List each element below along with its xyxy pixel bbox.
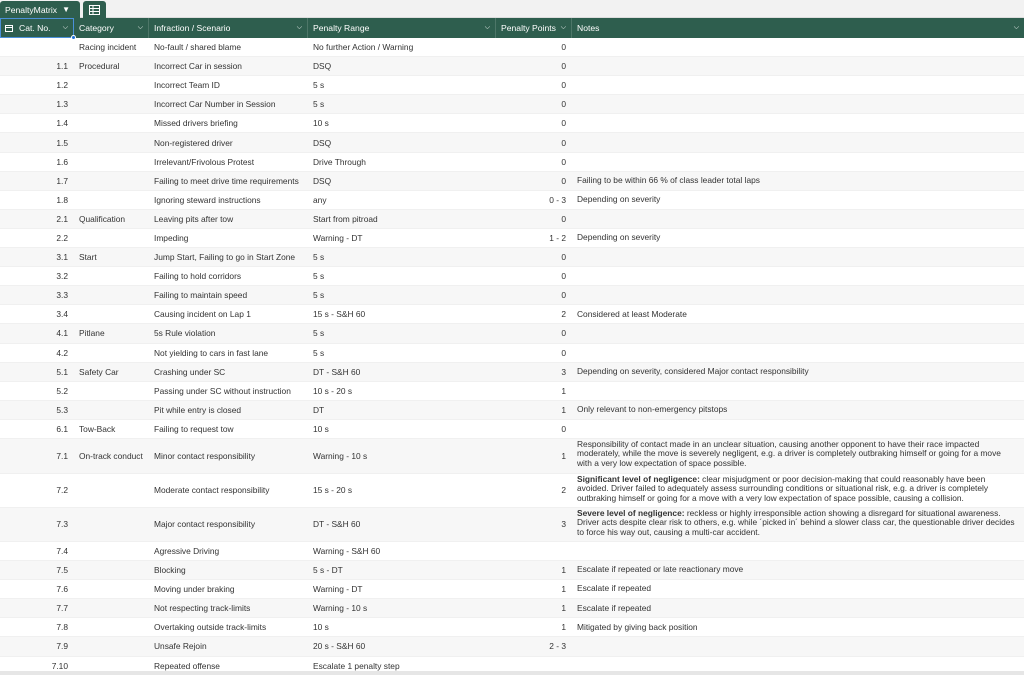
infraction-cell[interactable]: Passing under SC without instruction bbox=[154, 385, 291, 396]
cat-no-cell[interactable]: 7.1 bbox=[56, 450, 68, 461]
notes-text: Considered at least Moderate bbox=[577, 308, 687, 319]
notes-cell[interactable] bbox=[577, 618, 1017, 636]
cat-no-cell[interactable]: 5.1 bbox=[56, 366, 68, 377]
table-row[interactable] bbox=[0, 637, 1024, 656]
notes-cell[interactable] bbox=[577, 382, 1017, 400]
penalty-points-cell[interactable]: 1 bbox=[561, 404, 566, 415]
notes-cell[interactable] bbox=[577, 210, 1017, 228]
table-body bbox=[0, 38, 1024, 675]
notes-cell[interactable] bbox=[577, 561, 1017, 579]
penalty-range-cell[interactable]: Drive Through bbox=[313, 156, 366, 167]
column-header-label: Penalty Range bbox=[313, 23, 370, 33]
cat-no-cell[interactable]: 1.2 bbox=[56, 80, 68, 91]
column-header-penalty-points[interactable] bbox=[496, 18, 572, 38]
penalty-range-cell[interactable]: DT - S&H 60 bbox=[313, 519, 361, 530]
infraction-cell[interactable]: Agressive Driving bbox=[154, 546, 220, 557]
cat-no-cell[interactable]: 1.3 bbox=[56, 99, 68, 110]
penalty-points-cell[interactable]: 0 bbox=[561, 328, 566, 339]
notes-cell[interactable] bbox=[577, 580, 1017, 598]
chevron-down-icon[interactable]: ⌵ bbox=[484, 24, 490, 31]
penalty-points-cell[interactable] bbox=[490, 542, 566, 560]
category-cell[interactable]: Racing incident bbox=[79, 42, 137, 53]
category-cell[interactable]: Tow-Back bbox=[79, 423, 116, 434]
penalty-points-cell[interactable]: 1 bbox=[561, 450, 566, 461]
table-row[interactable] bbox=[0, 38, 1024, 57]
penalty-range-cell[interactable]: Warning - DT bbox=[313, 232, 363, 243]
category-cell[interactable]: Start bbox=[79, 252, 97, 263]
calendar-icon bbox=[5, 24, 13, 32]
infraction-cell[interactable]: Blocking bbox=[154, 565, 186, 576]
infraction-cell[interactable]: Incorrect Team ID bbox=[154, 80, 220, 91]
infraction-cell[interactable]: Incorrect Car Number in Session bbox=[154, 99, 276, 110]
column-header-label: Penalty Points bbox=[501, 23, 556, 33]
table-row[interactable] bbox=[0, 420, 1024, 439]
penalty-points-cell[interactable]: 0 bbox=[561, 213, 566, 224]
infraction-cell[interactable]: Crashing under SC bbox=[154, 366, 226, 377]
cat-no-cell[interactable]: 1.7 bbox=[56, 175, 68, 186]
sheet-tab-bar bbox=[0, 0, 1024, 18]
category-cell[interactable]: Qualification bbox=[79, 213, 126, 224]
penalty-range-cell[interactable]: 5 s bbox=[313, 99, 325, 110]
chevron-down-icon[interactable]: ⌵ bbox=[296, 24, 302, 31]
infraction-cell[interactable]: Failing to request tow bbox=[154, 423, 234, 434]
penalty-points-cell[interactable]: 0 bbox=[561, 137, 566, 148]
cat-no-cell[interactable]: 7.9 bbox=[56, 641, 68, 652]
penalty-range-cell[interactable]: Warning - 10 s bbox=[313, 450, 368, 461]
penalty-range-cell[interactable]: 15 s - S&H 60 bbox=[313, 309, 366, 320]
infraction-cell[interactable]: Failing to meet drive time requirements bbox=[154, 175, 299, 186]
add-sheet-button[interactable] bbox=[83, 1, 106, 18]
penalty-points-cell[interactable]: 0 bbox=[561, 80, 566, 91]
sheet-tab-label: PenaltyMatrix bbox=[5, 4, 58, 15]
cat-no-cell[interactable]: 7.6 bbox=[56, 584, 68, 595]
column-header-label: Cat. No. bbox=[19, 23, 51, 33]
penalty-range-cell[interactable]: 5 s bbox=[313, 80, 325, 91]
cat-no-cell[interactable]: 1.4 bbox=[56, 118, 68, 129]
notes-cell[interactable] bbox=[577, 542, 1017, 560]
notes-cell[interactable] bbox=[577, 267, 1017, 285]
penalty-points-cell[interactable]: 0 bbox=[561, 61, 566, 72]
infraction-cell[interactable]: Jump Start, Failing to go in Start Zone bbox=[154, 252, 296, 263]
table-row[interactable] bbox=[0, 57, 1024, 76]
penalty-range-cell[interactable]: any bbox=[313, 194, 327, 205]
penalty-points-cell[interactable]: 1 bbox=[561, 385, 566, 396]
infraction-cell[interactable]: Ignoring steward instructions bbox=[154, 194, 261, 205]
penalty-points-cell[interactable]: 1 bbox=[561, 603, 566, 614]
penalty-points-cell[interactable]: 0 bbox=[561, 252, 566, 263]
notes-text: Depending on severity bbox=[577, 194, 661, 205]
notes-cell[interactable] bbox=[577, 95, 1017, 113]
infraction-cell[interactable]: Impeding bbox=[154, 232, 189, 243]
infraction-cell[interactable]: Leaving pits after tow bbox=[154, 213, 234, 224]
infraction-cell[interactable]: Repeated offense bbox=[154, 660, 220, 671]
horizontal-scrollbar[interactable] bbox=[0, 671, 1024, 675]
penalty-range-cell[interactable]: Warning - 10 s bbox=[313, 603, 368, 614]
notes-text: reckless or highly irresponsible action showing a disregard for situational awareness. Driver acts despite clear risk to others, e.g. while ´picked in´ behind a slower class car, the questionable driver decides to force his way out, causing a multi-car accident. bbox=[577, 507, 1015, 537]
penalty-range-cell[interactable]: DSQ bbox=[313, 61, 332, 72]
table-row[interactable] bbox=[0, 248, 1024, 267]
penalty-range-cell[interactable]: 10 s bbox=[313, 423, 329, 434]
notes-text: Mitigated by giving back position bbox=[577, 621, 698, 632]
notes-cell[interactable] bbox=[577, 363, 1017, 381]
category-cell[interactable]: On-track conduct bbox=[79, 450, 143, 461]
cat-no-cell[interactable]: 1.5 bbox=[56, 137, 68, 148]
notes-text: Escalate if repeated bbox=[577, 602, 652, 613]
cat-no-cell[interactable]: 7.5 bbox=[56, 565, 68, 576]
table-row[interactable] bbox=[0, 153, 1024, 172]
penalty-range-cell[interactable]: 20 s - S&H 60 bbox=[313, 641, 366, 652]
table-row[interactable] bbox=[0, 95, 1024, 114]
infraction-cell[interactable]: No-fault / shared blame bbox=[154, 42, 242, 53]
penalty-points-cell[interactable]: 0 bbox=[561, 290, 566, 301]
cat-no-cell[interactable]: 1.6 bbox=[56, 156, 68, 167]
column-header-notes[interactable] bbox=[572, 18, 1024, 38]
cat-no-cell[interactable]: 1.1 bbox=[56, 61, 68, 72]
notes-cell[interactable] bbox=[577, 286, 1017, 304]
table-row[interactable] bbox=[0, 439, 1024, 474]
notes-cell[interactable] bbox=[577, 172, 1017, 190]
table-row[interactable] bbox=[0, 229, 1024, 248]
cat-no-cell[interactable]: 3.3 bbox=[56, 290, 68, 301]
sheet-tab-penaltymatrix[interactable] bbox=[0, 1, 80, 18]
penalty-range-cell[interactable]: Escalate 1 penalty step bbox=[313, 660, 400, 671]
cat-no-cell[interactable]: 3.2 bbox=[56, 271, 68, 282]
notes-cell[interactable] bbox=[577, 153, 1017, 171]
cat-no-cell[interactable]: 7.2 bbox=[56, 485, 68, 496]
penalty-range-cell[interactable]: 5 s bbox=[313, 290, 325, 301]
table-row[interactable] bbox=[0, 210, 1024, 229]
notes-text: Escalate if repeated bbox=[577, 583, 652, 594]
notes-cell[interactable] bbox=[577, 133, 1017, 151]
chevron-down-icon[interactable]: ⌵ bbox=[1013, 24, 1019, 31]
cat-no-cell[interactable]: 6.1 bbox=[56, 423, 68, 434]
penalty-points-cell[interactable]: 0 bbox=[561, 423, 566, 434]
penalty-range-cell[interactable]: 10 s - 20 s bbox=[313, 385, 353, 396]
infraction-cell[interactable]: Failing to hold corridors bbox=[154, 271, 242, 282]
column-header-label: Infraction / Scenario bbox=[154, 23, 231, 33]
notes-text: Depending on severity, considered Major contact responsibility bbox=[577, 365, 809, 376]
table-header bbox=[0, 18, 1024, 38]
penalty-points-cell[interactable]: 2 bbox=[561, 485, 566, 496]
penalty-range-cell[interactable]: 5 s bbox=[313, 271, 325, 282]
table-row[interactable] bbox=[0, 508, 1024, 542]
table-row[interactable] bbox=[0, 599, 1024, 618]
cat-no-cell[interactable]: 7.3 bbox=[56, 519, 68, 530]
infraction-cell[interactable]: Moderate contact responsibility bbox=[154, 485, 270, 496]
notes-cell[interactable] bbox=[577, 344, 1017, 362]
table-row[interactable] bbox=[0, 191, 1024, 210]
penalty-range-cell[interactable]: DSQ bbox=[313, 137, 332, 148]
penalty-points-cell[interactable]: 2 bbox=[561, 309, 566, 320]
cat-no-cell[interactable]: 2.1 bbox=[56, 213, 68, 224]
table-row[interactable] bbox=[0, 172, 1024, 191]
table-row[interactable] bbox=[0, 542, 1024, 561]
infraction-cell[interactable]: Moving under braking bbox=[154, 584, 235, 595]
column-header-label: Notes bbox=[577, 23, 600, 33]
penalty-points-cell[interactable]: 1 - 2 bbox=[549, 232, 566, 243]
penalty-points-cell[interactable]: 0 bbox=[561, 347, 566, 358]
table-icon bbox=[89, 5, 100, 15]
infraction-cell[interactable]: Major contact responsibility bbox=[154, 519, 256, 530]
cat-no-cell[interactable]: 1.8 bbox=[56, 194, 68, 205]
cat-no-cell[interactable]: 3.4 bbox=[56, 309, 68, 320]
notes-emphasis: Severe level of negligence: bbox=[577, 507, 685, 518]
notes-cell[interactable] bbox=[577, 420, 1017, 438]
notes-cell[interactable] bbox=[577, 76, 1017, 94]
penalty-points-cell[interactable]: 1 bbox=[561, 565, 566, 576]
penalty-range-cell[interactable]: 15 s - 20 s bbox=[313, 485, 353, 496]
table-row[interactable] bbox=[0, 305, 1024, 324]
table-row[interactable] bbox=[0, 133, 1024, 152]
notes-cell[interactable] bbox=[577, 508, 1017, 541]
infraction-cell[interactable]: Overtaking outside track-limits bbox=[154, 622, 267, 633]
table-row[interactable] bbox=[0, 76, 1024, 95]
notes-cell[interactable] bbox=[577, 38, 1017, 56]
column-header-category[interactable] bbox=[74, 18, 149, 38]
notes-cell[interactable] bbox=[577, 637, 1017, 655]
cat-no-cell[interactable]: 7.7 bbox=[56, 603, 68, 614]
table-row[interactable] bbox=[0, 401, 1024, 420]
penalty-range-cell[interactable]: 10 s bbox=[313, 622, 329, 633]
column-header-cat-no[interactable] bbox=[0, 18, 74, 38]
cat-no-cell[interactable]: 7.4 bbox=[56, 546, 68, 557]
penalty-points-cell[interactable]: 0 bbox=[561, 271, 566, 282]
notes-text: clear misjudgment or poor decision-making that could reasonably have been avoided. Driver failed to adequately assess surrounding conditions or situational risk, e.g. a driver is completely outbraking himself or going for a move with a very low expectation of space possible, causing a collision. bbox=[577, 473, 989, 503]
cat-no-cell[interactable]: 5.2 bbox=[56, 385, 68, 396]
column-header-label: Category bbox=[79, 23, 114, 33]
infraction-cell[interactable]: 5s Rule violation bbox=[154, 328, 216, 339]
infraction-cell[interactable]: Incorrect Car in session bbox=[154, 61, 242, 72]
table-row[interactable] bbox=[0, 363, 1024, 382]
penalty-range-cell[interactable]: Warning - DT bbox=[313, 584, 363, 595]
penalty-range-cell[interactable]: DT - S&H 60 bbox=[313, 366, 361, 377]
category-cell[interactable]: Pitlane bbox=[79, 328, 105, 339]
penalty-points-cell[interactable]: 2 - 3 bbox=[549, 641, 566, 652]
notes-cell[interactable] bbox=[577, 474, 1017, 507]
cat-no-cell[interactable]: 2.2 bbox=[56, 232, 68, 243]
infraction-cell[interactable]: Failing to maintain speed bbox=[154, 290, 248, 301]
penalty-range-cell[interactable]: Warning - S&H 60 bbox=[313, 546, 381, 557]
cat-no-cell[interactable]: 3.1 bbox=[56, 252, 68, 263]
penalty-range-cell[interactable]: 5 s bbox=[313, 328, 325, 339]
infraction-cell[interactable]: Non-registered driver bbox=[154, 137, 233, 148]
cat-no-cell[interactable]: 4.2 bbox=[56, 347, 68, 358]
chevron-down-icon[interactable]: ⌵ bbox=[62, 24, 68, 31]
penalty-range-cell[interactable]: DSQ bbox=[313, 175, 332, 186]
penalty-points-cell[interactable]: 0 - 3 bbox=[549, 194, 566, 205]
table-row[interactable] bbox=[0, 324, 1024, 343]
cat-no-cell[interactable]: 4.1 bbox=[56, 328, 68, 339]
infraction-cell[interactable]: Irrelevant/Frivolous Protest bbox=[154, 156, 255, 167]
cat-no-cell[interactable]: 7.10 bbox=[51, 660, 68, 671]
notes-text: Only relevant to non-emergency pitstops bbox=[577, 404, 728, 415]
infraction-cell[interactable]: Not yielding to cars in fast lane bbox=[154, 347, 269, 358]
notes-cell[interactable] bbox=[577, 439, 1017, 473]
chevron-down-icon[interactable]: ⌵ bbox=[560, 24, 566, 31]
infraction-cell[interactable]: Causing incident on Lap 1 bbox=[154, 309, 251, 320]
table-row[interactable] bbox=[0, 286, 1024, 305]
notes-cell[interactable] bbox=[577, 401, 1017, 419]
table-row[interactable] bbox=[0, 580, 1024, 599]
penalty-range-cell[interactable]: 5 s bbox=[313, 347, 325, 358]
penalty-points-cell[interactable]: 1 bbox=[561, 584, 566, 595]
infraction-cell[interactable]: Minor contact responsibility bbox=[154, 450, 256, 461]
cat-no-cell[interactable]: 7.8 bbox=[56, 622, 68, 633]
notes-cell[interactable] bbox=[577, 229, 1017, 247]
infraction-cell[interactable]: Missed drivers briefing bbox=[154, 118, 238, 129]
table-row[interactable] bbox=[0, 114, 1024, 133]
notes-cell[interactable] bbox=[577, 324, 1017, 342]
infraction-cell[interactable]: Pit while entry is closed bbox=[154, 404, 242, 415]
notes-cell[interactable] bbox=[577, 191, 1017, 209]
table-row[interactable] bbox=[0, 618, 1024, 637]
column-header-penalty-range[interactable] bbox=[308, 18, 496, 38]
notes-text: Responsibility of contact made in an unclear situation, causing another opponent to have their race impacted moderately, while the move is severely negligent, e.g. a driver is completely outbraking himself or going for a move with a very low expectation of space possible. bbox=[577, 438, 1001, 468]
notes-text: Failing to be within 66 % of class leader total laps bbox=[577, 174, 760, 185]
cat-no-cell[interactable] bbox=[0, 38, 68, 56]
table-row[interactable] bbox=[0, 267, 1024, 286]
table-row[interactable] bbox=[0, 561, 1024, 580]
notes-text: Depending on severity bbox=[577, 232, 661, 243]
penalty-points-cell[interactable]: 0 bbox=[561, 156, 566, 167]
table-row[interactable] bbox=[0, 474, 1024, 508]
penalty-points-cell[interactable]: 0 bbox=[561, 175, 566, 186]
penalty-range-cell[interactable]: No further Action / Warning bbox=[313, 42, 414, 53]
notes-cell[interactable] bbox=[577, 599, 1017, 617]
notes-cell[interactable] bbox=[577, 248, 1017, 266]
infraction-cell[interactable]: Unsafe Rejoin bbox=[154, 641, 207, 652]
penalty-range-cell[interactable]: 5 s - DT bbox=[313, 565, 343, 576]
notes-text: Escalate if repeated or late reactionary move bbox=[577, 564, 744, 575]
cat-no-cell[interactable]: 5.3 bbox=[56, 404, 68, 415]
chevron-down-icon[interactable]: ⌵ bbox=[137, 24, 143, 31]
notes-cell[interactable] bbox=[577, 305, 1017, 323]
penalty-points-cell[interactable]: 0 bbox=[561, 42, 566, 53]
penalty-range-cell[interactable]: 5 s bbox=[313, 252, 325, 263]
table-row[interactable] bbox=[0, 382, 1024, 401]
penalty-range-cell[interactable]: Start from pitroad bbox=[313, 213, 378, 224]
penalty-range-cell[interactable]: DT bbox=[313, 404, 325, 415]
penalty-range-cell[interactable]: 10 s bbox=[313, 118, 329, 129]
notes-cell[interactable] bbox=[577, 114, 1017, 132]
table-row[interactable] bbox=[0, 344, 1024, 363]
column-header-infraction[interactable] bbox=[149, 18, 308, 38]
notes-emphasis: Significant level of negligence: bbox=[577, 473, 700, 484]
penalty-points-cell[interactable]: 0 bbox=[561, 99, 566, 110]
chevron-down-icon[interactable]: ▼ bbox=[62, 5, 70, 14]
category-cell[interactable]: Safety Car bbox=[79, 366, 119, 377]
infraction-cell[interactable]: Not respecting track-limits bbox=[154, 603, 251, 614]
penalty-points-cell[interactable]: 3 bbox=[561, 366, 566, 377]
penalty-points-cell[interactable]: 1 bbox=[561, 622, 566, 633]
notes-cell[interactable] bbox=[577, 57, 1017, 75]
penalty-points-cell[interactable]: 3 bbox=[561, 519, 566, 530]
penalty-points-cell[interactable]: 0 bbox=[561, 118, 566, 129]
category-cell[interactable]: Procedural bbox=[79, 61, 120, 72]
